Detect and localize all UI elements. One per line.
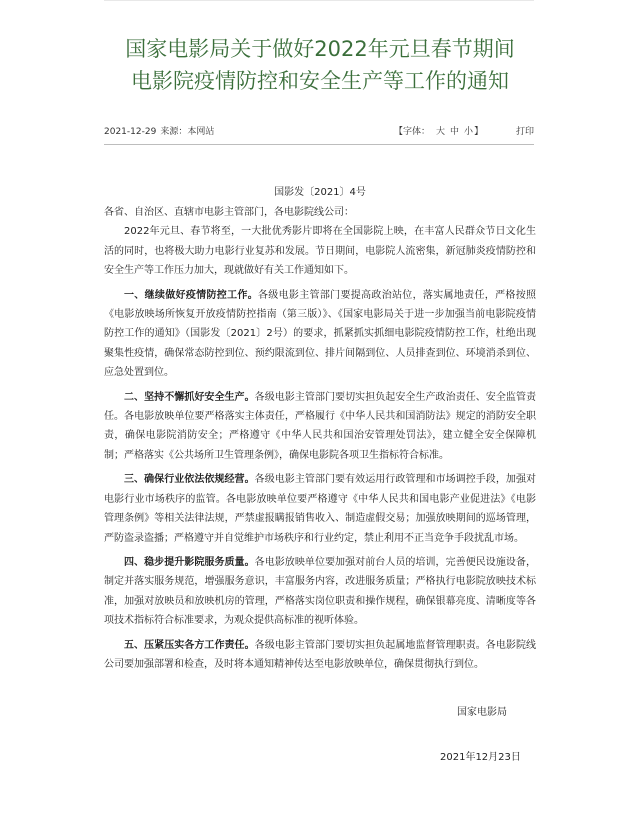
section-heading-2: 二、坚持不懈抓好安全生产。 (124, 391, 255, 403)
document-number: 国影发〔2021〕4号 (274, 187, 366, 198)
section-paragraph-4 (104, 553, 536, 631)
section-paragraph-1 (104, 286, 536, 383)
section-heading-1: 一、继续做好疫情防控工作。 (124, 289, 258, 301)
print-button[interactable]: 打印 (515, 127, 534, 137)
section-heading-3: 三、确保行业依法依规经营。 (124, 474, 255, 486)
intro-paragraph: 2022年元旦、春节将至，一大批优秀影片即将在全国影院上映，在丰富人民群众节日文化生活的同时，也将极大助力电影行业复苏和发展。节日期间，电影院人流密集，新冠肺炎疫情防控和安全生产等工作压力加大，现就做好有关工作通知如下。 (104, 226, 536, 277)
section-paragraph-3 (104, 470, 536, 548)
section-text-4: 各电影放映单位要加强对前台人员的培训，完善便民设施设备，制定并落实服务规范，增强服务意识，丰富服务内容，改进服务质量；严格执行电影院放映技术标准，加强对放映员和放映机房的管理，严格落实岗位职责和操作规程，确保银幕亮度、清晰度等各项技术指标符合标准要求，为观众提供高标准的视听体验。 (104, 556, 537, 627)
source-label: 来源： (160, 127, 188, 137)
font-size-large-button[interactable]: 大 (436, 127, 446, 137)
article-title-line-2: 电影院疫情防控和安全生产等工作的通知 (131, 69, 509, 93)
top-divider (104, 0, 534, 1)
section-text-3: 各级电影主管部门要有效运用行政管理和市场调控手段，加强对电影行业市场秩序的监管。各电影放映单位要严格遵守《中华人民共和国电影产业促进法》《电影管理条例》等相关法律法规，严禁虚报瞒报销售收入、制造虚假交易；加强放映期间的巡场管理，严防盗录盗播；严格遵守并自觉维护市场秩序和行业约定，禁止利用不正当竞争手段扰乱市场。 (104, 474, 537, 544)
font-size-small-button[interactable]: 小 (464, 127, 474, 137)
issue-date: 2021年12月23日 (440, 752, 521, 763)
section-paragraph-5 (104, 636, 536, 675)
addressee: 各省、自治区、直辖市电影主管部门，各电影院线公司： (104, 207, 354, 218)
section-text-2: 各级电影主管部门要切实担负起安全生产政治责任、安全监管责任。各电影放映单位要严格落实主体责任，严格履行《中华人民共和国消防法》规定的消防安全职责，确保电影院消防安全；严格遵守《中华人民共和国治安管理处罚法》，建立健全安全保障机制；严格落实《公共场所卫生管理条例》，确保电影院各项卫生指标符合标准。 (104, 391, 537, 461)
issuer-signature: 国家电影局 (457, 707, 507, 718)
section-heading-4: 四、稳步提升影院服务质量。 (124, 556, 255, 568)
font-size-label: 【字体： (394, 127, 431, 137)
section-text-5: 各级电影主管部门要切实担负起属地监督管理职责。各电影院线公司要加强部署和检查，及时将本通知精神传达至电影放映单位，确保贯彻执行到位。 (104, 639, 537, 670)
section-text-1: 各级电影主管部门要提高政治站位，落实属地责任，严格按照《电影放映场所恢复开放疫情防控指南（第三版）》、《国家电影局关于进一步加强当前电影院疫情防控工作的通知》（国影发〔2021〕2号）的要求，抓紧抓实抓细电影院疫情防控工作，杜绝出现聚集性疫情，确保常态防控到位、预约限流到位、排片间隔到位、人员排查到位、环境消杀到位、应急处置到位。 (104, 289, 536, 379)
article-body (104, 203, 536, 674)
article-meta-bar (104, 124, 534, 140)
section-heading-5: 五、压紧压实各方工作责任。 (124, 639, 255, 651)
article-title-line-1: 国家电影局关于做好2022年元旦春节期间 (125, 37, 515, 61)
publish-info (104, 124, 218, 137)
publish-date: 2021-12-29 (104, 127, 157, 137)
meta-divider (104, 144, 534, 145)
font-size-medium-button[interactable]: 中 (450, 127, 460, 137)
section-paragraph-2 (104, 388, 536, 466)
source-name: 本网站 (187, 127, 215, 137)
font-size-control (394, 124, 488, 137)
font-size-bracket-close: 】 (474, 127, 484, 137)
